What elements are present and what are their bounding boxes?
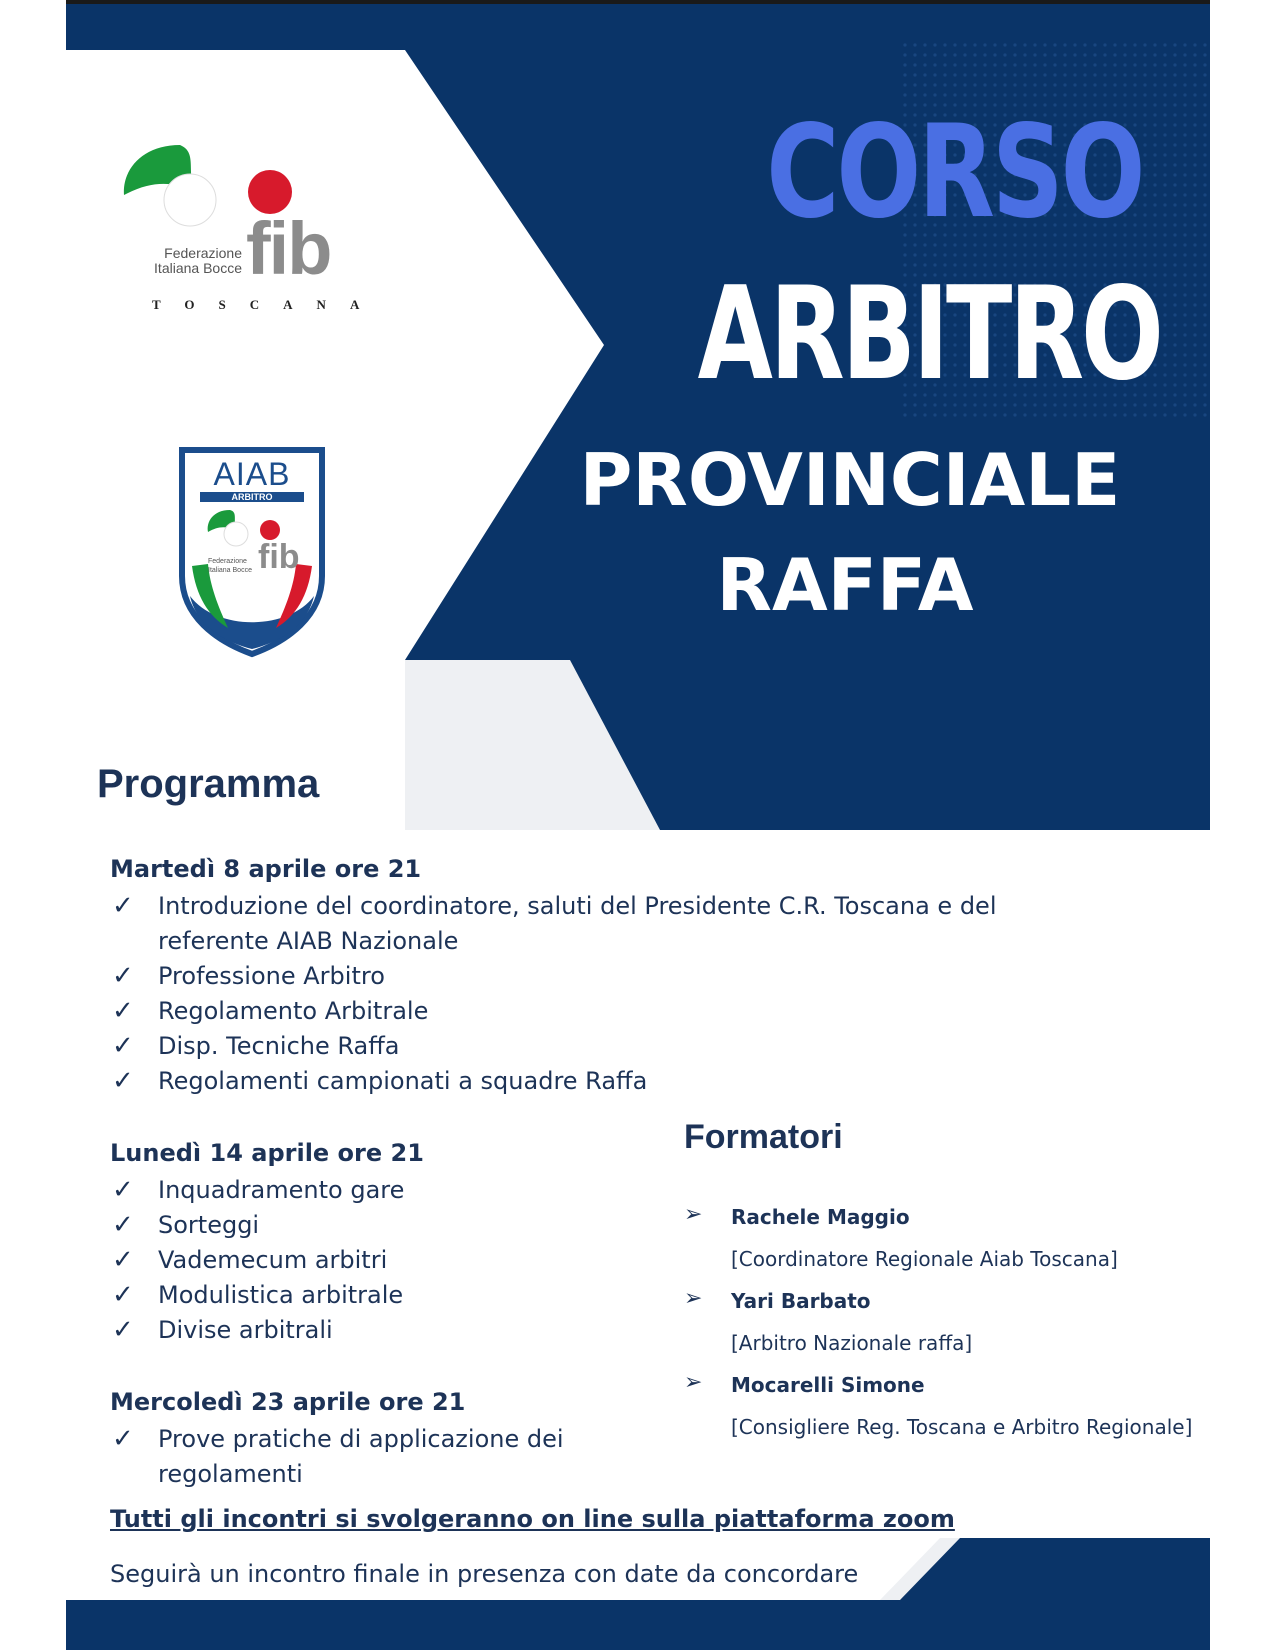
badge-wordmark: fib xyxy=(258,538,300,576)
formatori-heading: Formatori xyxy=(684,1118,843,1156)
footer-band xyxy=(0,1538,1275,1650)
badge-title: AIAB xyxy=(213,456,291,492)
badge-fed-line2: Italiana Bocce xyxy=(208,567,252,574)
fib-line2: Italiana Bocce xyxy=(154,260,242,276)
list-item: ✓ Prove pratiche di applicazione dei regolamenti xyxy=(112,1424,564,1488)
list-item: ✓ Divise arbitrali xyxy=(110,1313,630,1348)
list-item: ✓ Regolamenti campionati a squadre Raffa xyxy=(110,1064,1070,1099)
badge-fed-line1: Federazione xyxy=(208,558,247,565)
arrow-bullet-icon: ➢ xyxy=(684,1370,703,1395)
fib-region: TOSCANA xyxy=(152,297,384,312)
title-raffa: RAFFA xyxy=(716,543,974,627)
checkmark-icon: ✓ xyxy=(112,961,134,991)
trainer-item xyxy=(684,1202,1192,1286)
title-provinciale: PROVINCIALE xyxy=(579,438,1121,522)
trainer-item xyxy=(684,1286,1192,1370)
checkmark-icon: ✓ xyxy=(112,1245,134,1275)
checkmark-icon: ✓ xyxy=(112,1424,134,1454)
online-note: Tutti gli incontri si svolgeranno on line sulla piattaforma zoom xyxy=(110,1505,955,1533)
trainer-role: [Arbitro Nazionale raffa] xyxy=(731,1331,973,1355)
day-section xyxy=(110,855,1070,1099)
list-item: ✓ Sorteggi xyxy=(110,1208,630,1243)
checkmark-icon: ✓ xyxy=(112,1031,134,1061)
final-meeting-note: Seguirà un incontro finale in presenza con date da concordare xyxy=(110,1560,859,1588)
title-corso: CORSO xyxy=(766,98,1143,247)
list-item: ✓ Introduzione del coordinatore, saluti del Presidente C.R. Toscana e del referente AIAB Nazionale xyxy=(112,891,997,955)
trainer-name: Yari Barbato xyxy=(731,1289,871,1313)
checkmark-icon: ✓ xyxy=(112,1280,134,1310)
day-section xyxy=(110,1139,630,1348)
list-item: ✓ Regolamento Arbitrale xyxy=(110,994,1070,1029)
fib-wordmark: fib xyxy=(246,207,331,290)
checkmark-icon: ✓ xyxy=(112,1066,134,1096)
checkmark-icon: ✓ xyxy=(112,1315,134,1345)
list-item: ✓ Vademecum arbitri xyxy=(110,1243,630,1278)
trainer-role: [Coordinatore Regionale Aiab Toscana] xyxy=(731,1247,1118,1271)
day-section xyxy=(110,1388,630,1492)
list-item: ✓ Inquadramento gare xyxy=(110,1173,630,1208)
trainer-name: Mocarelli Simone xyxy=(731,1373,925,1397)
list-item: ✓ Modulistica arbitrale xyxy=(110,1278,630,1313)
day-date: Mercoledì 23 aprile ore 21 xyxy=(110,1388,466,1416)
aiab-arbitro-badge xyxy=(178,446,326,658)
fib-line1: Federazione xyxy=(164,245,242,261)
trainer-role: [Consigliere Reg. Toscana e Arbitro Regionale] xyxy=(731,1415,1193,1439)
checkmark-icon: ✓ xyxy=(112,1210,134,1240)
day-date: Lunedì 14 aprile ore 21 xyxy=(110,1139,424,1167)
title-arbitro: ARBITRO xyxy=(697,260,1161,409)
trainer-name: Rachele Maggio xyxy=(731,1205,910,1229)
list-item: ✓ Disp. Tecniche Raffa xyxy=(110,1029,1070,1064)
topic-list xyxy=(110,1422,630,1492)
arrow-bullet-icon: ➢ xyxy=(684,1286,703,1311)
list-item: ✓ Professione Arbitro xyxy=(110,959,1070,994)
trainer-list xyxy=(684,1202,1192,1454)
topic-list xyxy=(110,1173,630,1348)
badge-subtitle: ARBITRO xyxy=(231,492,273,502)
topic-list xyxy=(110,889,1070,1099)
checkmark-icon: ✓ xyxy=(112,996,134,1026)
trainer-item xyxy=(684,1370,1192,1454)
checkmark-icon: ✓ xyxy=(112,891,134,921)
fib-toscana-logo xyxy=(122,140,384,320)
checkmark-icon: ✓ xyxy=(112,1175,134,1205)
day-date: Martedì 8 aprile ore 21 xyxy=(110,855,422,883)
arrow-bullet-icon: ➢ xyxy=(684,1202,703,1227)
programma-heading: Programma xyxy=(97,762,320,806)
